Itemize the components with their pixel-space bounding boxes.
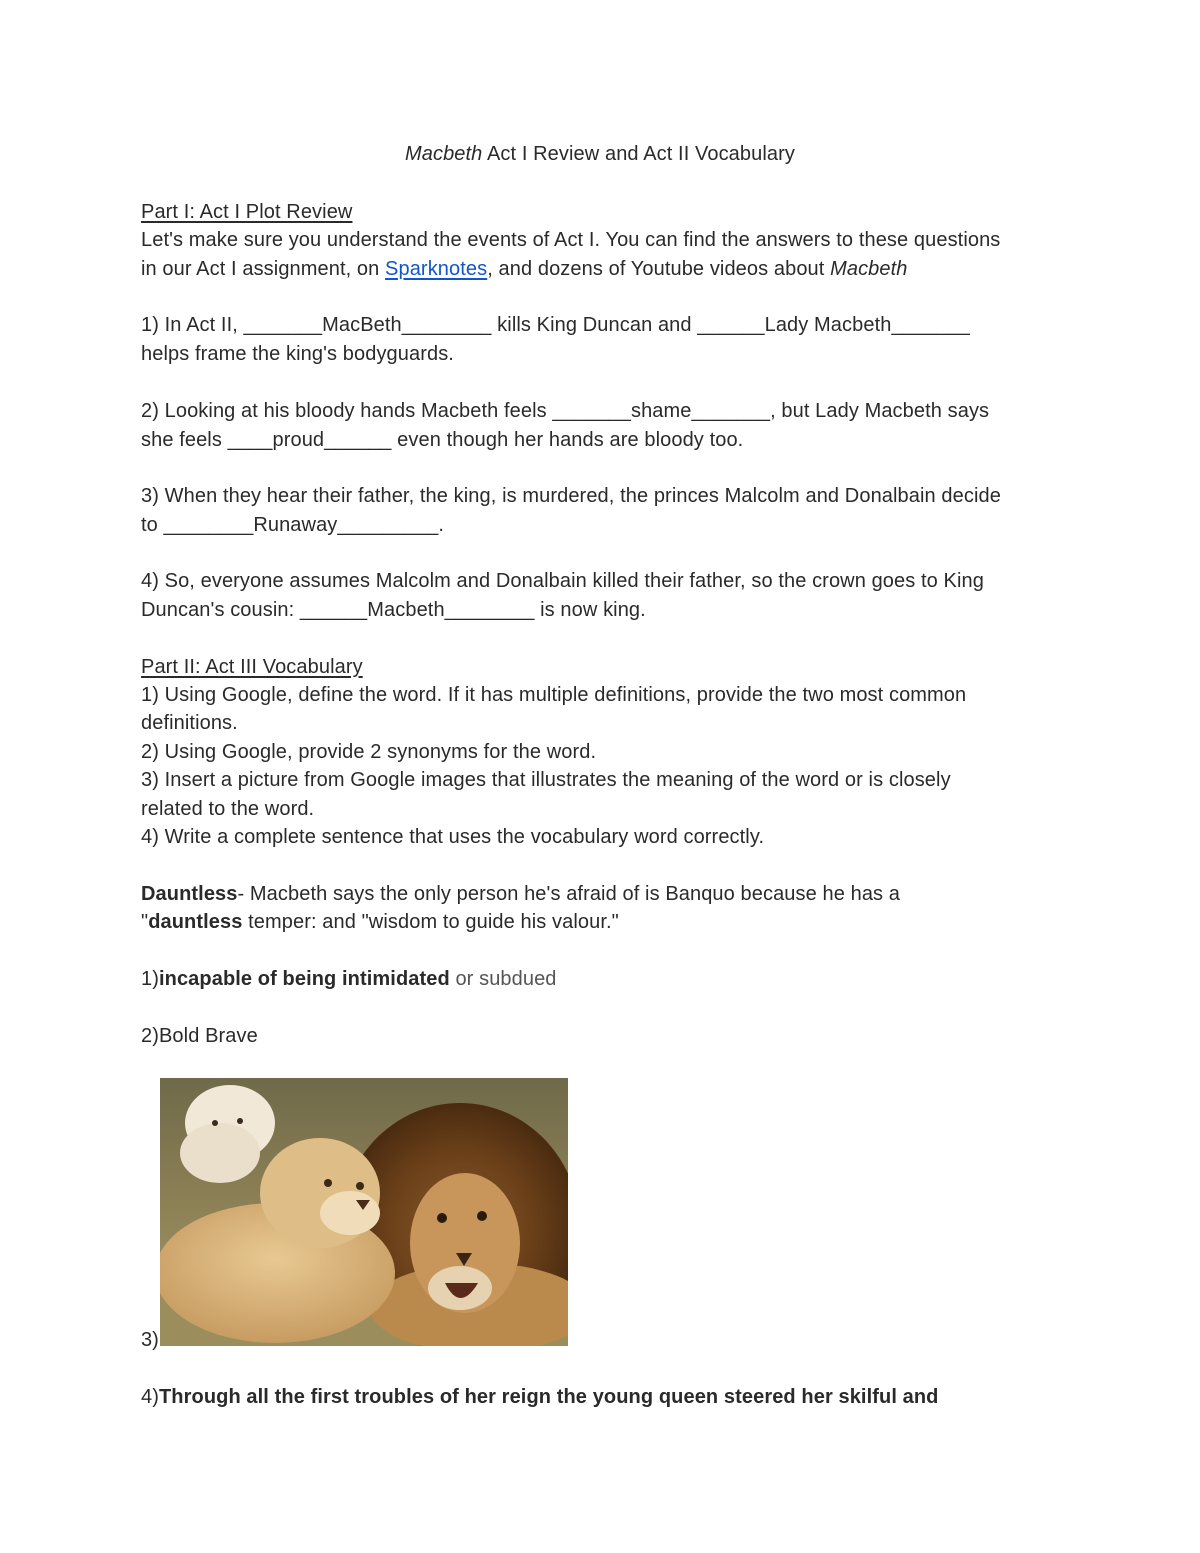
part1-intro-line2: in our Act I assignment, on Sparknotes, and dozens of Youtube videos about Macbeth xyxy=(141,258,908,280)
question-3-line2: to ________Runaway_________. xyxy=(141,514,445,536)
step-3-line2: related to the word. xyxy=(141,798,315,820)
part2-heading: Part II: Act III Vocabulary xyxy=(141,656,363,678)
vocab-word-line1: Dauntless- Macbeth says the only person he's afraid of is Banquo because he has a xyxy=(141,883,901,905)
sparknotes-link[interactable]: Sparknotes xyxy=(385,258,488,280)
part1-intro-line1: Let's make sure you understand the events of Act I. You can find the answers to these questions xyxy=(141,229,1001,251)
lion-photo xyxy=(160,1078,568,1346)
answer-4: 4)Through all the first troubles of her reign the young queen steered her skilful and xyxy=(141,1386,939,1408)
answer-2: 2)Bold Brave xyxy=(141,1025,258,1047)
answer-1: 1)incapable of being intimidated or subdued xyxy=(141,968,557,990)
question-4-line1: 4) So, everyone assumes Malcolm and Donalbain killed their father, so the crown goes to King xyxy=(141,570,984,592)
question-1-line1: 1) In Act II, _______MacBeth________ kills King Duncan and ______Lady Macbeth_______ xyxy=(141,314,971,336)
page-title: Macbeth Act I Review and Act II Vocabulary xyxy=(405,143,795,165)
vocab-word-line2: "dauntless temper: and "wisdom to guide his valour." xyxy=(141,911,619,933)
part1-heading: Part I: Act I Plot Review xyxy=(141,201,353,223)
step-1-line2: definitions. xyxy=(141,712,238,734)
step-4: 4) Write a complete sentence that uses the vocabulary word correctly. xyxy=(141,826,765,848)
question-2-line1: 2) Looking at his bloody hands Macbeth feels _______shame_______, but Lady Macbeth says xyxy=(141,400,990,422)
vocab-term: Dauntless xyxy=(141,883,238,905)
question-2-line2: she feels ____proud______ even though her hands are bloody too. xyxy=(141,429,744,451)
step-2: 2) Using Google, provide 2 synonyms for the word. xyxy=(141,741,597,763)
step-1-line1: 1) Using Google, define the word. If it has multiple definitions, provide the two most common xyxy=(141,684,967,706)
step-3-line1: 3) Insert a picture from Google images that illustrates the meaning of the word or is closely xyxy=(141,769,951,791)
answer-3-label: 3) xyxy=(141,1329,159,1351)
question-3-line1: 3) When they hear their father, the king, is murdered, the princes Malcolm and Donalbain decide xyxy=(141,485,1001,507)
question-4-line2: Duncan's cousin: ______Macbeth________ is now king. xyxy=(141,599,646,621)
question-1-line2: helps frame the king's bodyguards. xyxy=(141,343,454,365)
